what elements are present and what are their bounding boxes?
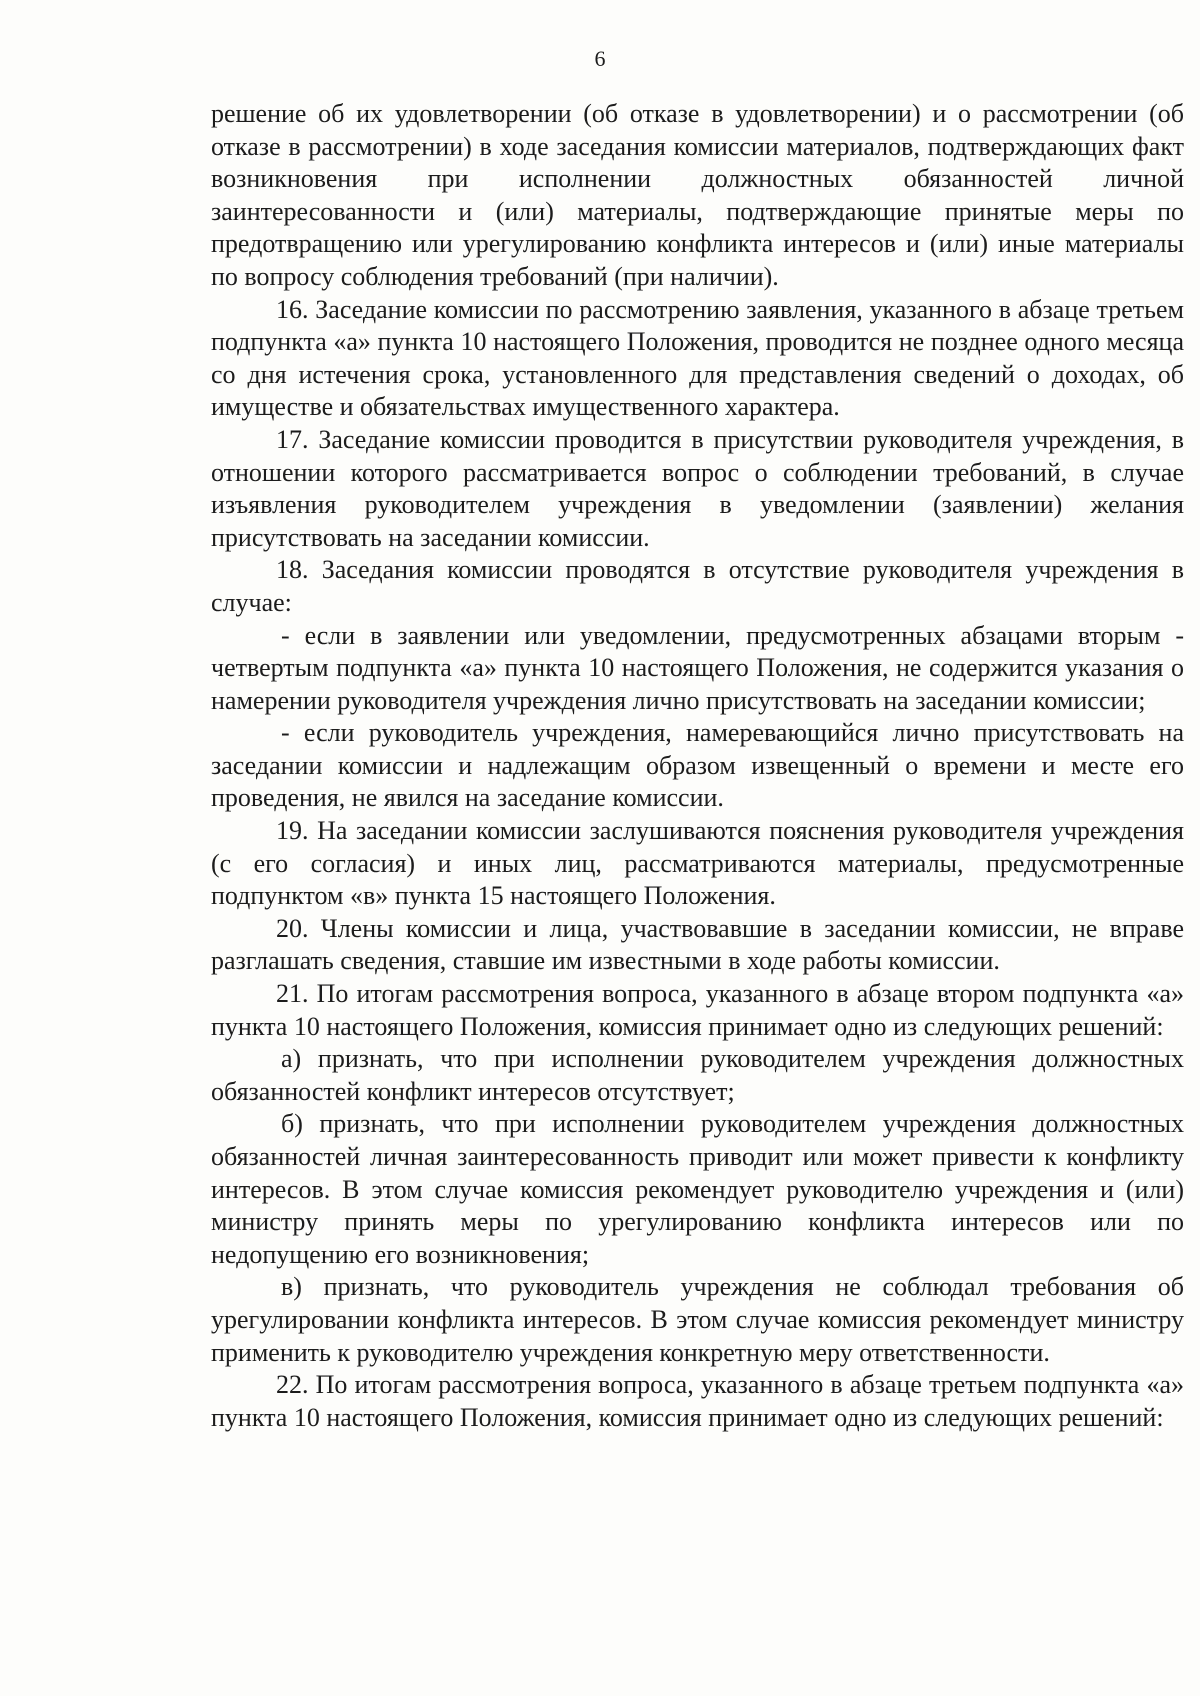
paragraph-21-item-v: в) признать, что руководитель учреждения не соблюдал требования об урегулировании конфликта интересов. В этом случае комиссия рекомендует министру применить к руководителю учреждения конкретную меру ответственности. bbox=[211, 1272, 1184, 1367]
paragraph-18: 18. Заседания комиссии проводятся в отсутствие руководителя учреждения в случае: bbox=[211, 555, 1184, 617]
page-number: 6 bbox=[594, 46, 606, 71]
paragraph-16: 16. Заседание комиссии по рассмотрению заявления, указанного в абзаце третьем подпункта «а» пункта 10 настоящего Положения, проводится не позднее одного месяца со дня истечения срока, установленного для представления сведений о доходах, об имуществе и обязательствах имущественного характера. bbox=[211, 294, 1184, 422]
paragraph-22: 22. По итогам рассмотрения вопроса, указанного в абзаце третьем подпункта «а» пункта 10 настоящего Положения, комиссия принимает одно из следующих решений: bbox=[211, 1370, 1184, 1432]
paragraph-18-item-2: - если руководитель учреждения, намеревающийся лично присутствовать на заседании комиссии и надлежащим образом извещенный о времени и месте его проведения, не явился на заседание комиссии. bbox=[211, 718, 1184, 813]
paragraph-17: 17. Заседание комиссии проводится в присутствии руководителя учреждения, в отношении которого рассматривается вопрос о соблюдении требований, в случае изъявления руководителем учреждения в уведомлении (заявлении) желания присутствовать на заседании комиссии. bbox=[211, 424, 1184, 552]
paragraph-19: 19. На заседании комиссии заслушиваются пояснения руководителя учреждения (с его согласия) и иных лиц, рассматриваются материалы, предусмотренные подпунктом «в» пункта 15 настоящего Положения. bbox=[211, 816, 1184, 911]
paragraph-21-item-b: б) признать, что при исполнении руководителем учреждения должностных обязанностей личная заинтересованность приводит или может привести к конфликту интересов. В этом случае комиссия рекомендует руководителю учреждения и (или) министру принять меры по урегулированию конфликта интересов или по недопущению его возникновения; bbox=[211, 1109, 1184, 1269]
paragraph-21-item-a: а) признать, что при исполнении руководителем учреждения должностных обязанностей конфликт интересов отсутствует; bbox=[211, 1044, 1184, 1106]
paragraph-continuation: решение об их удовлетворении (об отказе в удовлетворении) и о рассмотрении (об отказе в рассмотрении) в ходе заседания комиссии материалов, подтверждающих факт возникновения при исполнении должностных обязанностей личной заинтересованности и (или) материалы, подтверждающие принятые меры по предотвращению или урегулированию конфликта интересов и (или) иные материалы по вопросу соблюдения требований (при наличии). bbox=[211, 99, 1184, 291]
paragraph-21: 21. По итогам рассмотрения вопроса, указанного в абзаце втором подпункта «а» пункта 10 настоящего Положения, комиссия принимает одно из следующих решений: bbox=[211, 979, 1184, 1041]
paragraph-18-item-1: - если в заявлении или уведомлении, предусмотренных абзацами вторым - четвертым подпункта «а» пункта 10 настоящего Положения, не содержится указания о намерении руководителя учреждения лично присутствовать на заседании комиссии; bbox=[211, 620, 1184, 715]
document-body bbox=[211, 98, 1184, 1434]
paragraph-20: 20. Члены комиссии и лица, участвовавшие в заседании комиссии, не вправе разглашать сведения, ставшие им известными в ходе работы комиссии. bbox=[211, 913, 1184, 976]
